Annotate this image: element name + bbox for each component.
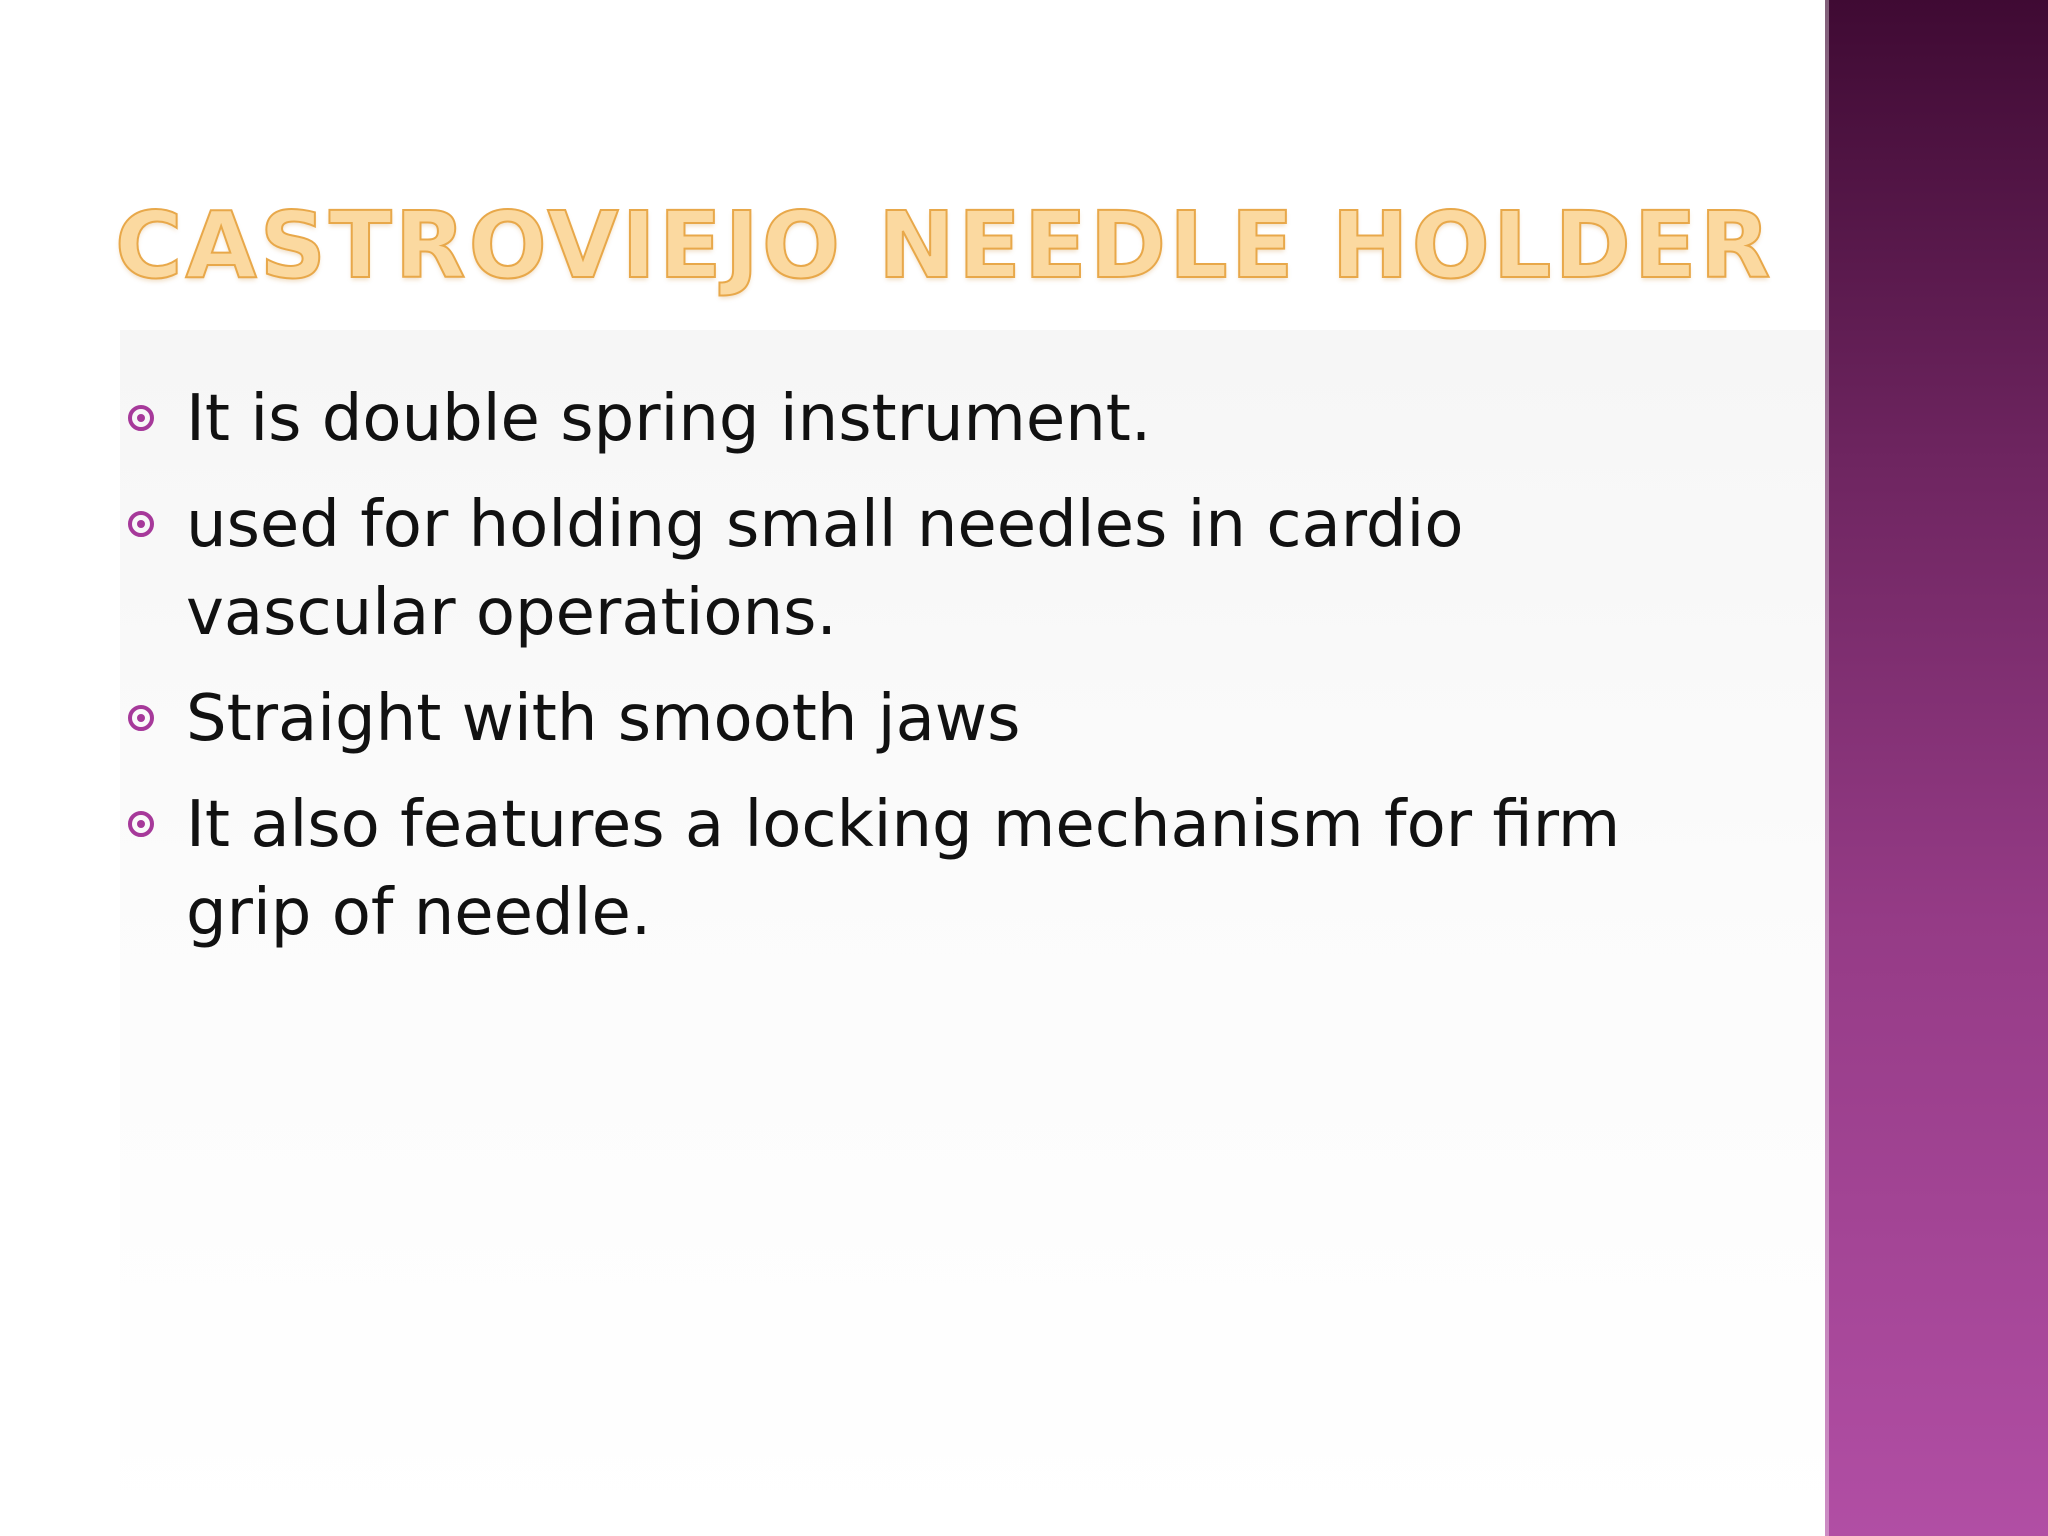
bullet-item bbox=[120, 375, 1700, 463]
circle-dot-icon bbox=[128, 511, 154, 537]
bullet-item bbox=[120, 675, 1700, 763]
slide-title: CASTROVIEJO NEEDLE HOLDER bbox=[115, 192, 1774, 299]
bullet-text: It also features a locking mechanism for firm grip of needle. bbox=[186, 788, 1621, 950]
circle-dot-icon bbox=[128, 405, 154, 431]
circle-dot-icon bbox=[128, 811, 154, 837]
side-band-edge bbox=[1825, 0, 1829, 1536]
bullet-text: It is double spring instrument. bbox=[186, 382, 1152, 456]
bullet-text: used for holding small needles in cardio vascular operations. bbox=[186, 488, 1464, 650]
bullet-list bbox=[120, 375, 1700, 975]
bullet-item bbox=[120, 781, 1700, 957]
bullet-text: Straight with smooth jaws bbox=[186, 682, 1021, 756]
side-decorative-band bbox=[1825, 0, 2048, 1536]
circle-dot-icon bbox=[128, 705, 154, 731]
bullet-item bbox=[120, 481, 1700, 657]
